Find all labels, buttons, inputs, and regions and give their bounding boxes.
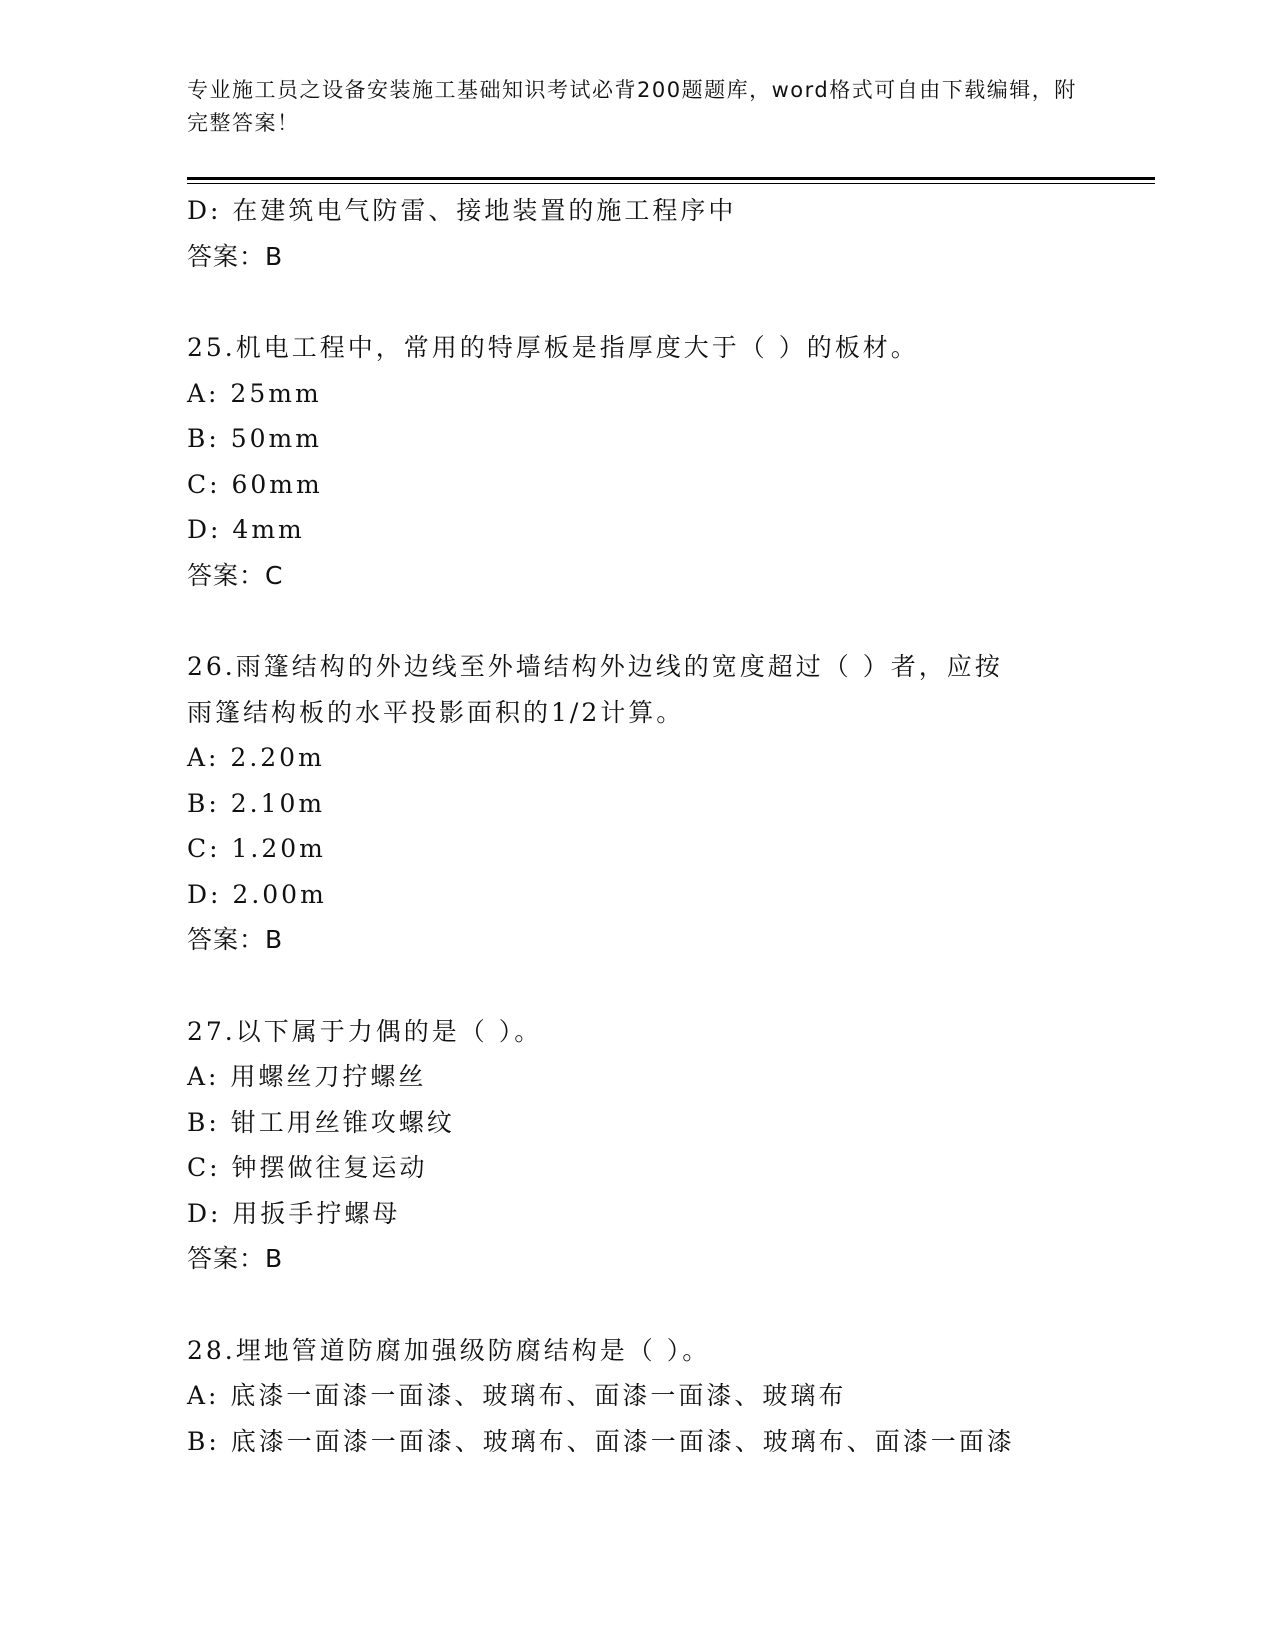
option-c: C: 钟摆做往复运动 <box>187 1153 428 1182</box>
option-b: B: 底漆一面漆一面漆、玻璃布、面漆一面漆、玻璃布、面漆一面漆 <box>187 1426 1015 1456</box>
question-stem: 26.雨篷结构的外边线至外墙结构外边线的宽度超过（ ）者，应按雨篷结构板的水平投影面积的1/2计算。 <box>187 652 1003 727</box>
option-a: A: 底漆一面漆一面漆、玻璃布、面漆一面漆、玻璃布 <box>187 1381 847 1410</box>
option-c: C: 1.20m <box>187 834 326 863</box>
question-26 <box>187 644 1087 963</box>
question-25 <box>187 325 1087 598</box>
answer-line: 答案：C <box>187 560 284 590</box>
question-28 <box>187 1328 1087 1465</box>
option-a: A: 2.20m <box>187 743 325 772</box>
question-stem: 28.埋地管道防腐加强级防腐结构是（ ）。 <box>187 1335 711 1365</box>
option-b: B: 50mm <box>187 424 322 453</box>
option-c: C: 60mm <box>187 469 323 499</box>
option-d: D: 2.00m <box>187 879 327 909</box>
option-a: A: 用螺丝刀拧螺丝 <box>187 1062 427 1091</box>
question-list <box>187 188 1087 1464</box>
answer-line: 答案：B <box>187 241 284 271</box>
question-stem: 25.机电工程中，常用的特厚板是指厚度大于（ ）的板材。 <box>187 333 919 362</box>
previous-question-tail <box>187 188 1087 279</box>
option-b: B: 钳工用丝锥攻螺纹 <box>187 1107 455 1137</box>
question-stem: 27.以下属于力偶的是（ ）。 <box>187 1016 543 1046</box>
option-d: D: 用扳手拧螺母 <box>187 1198 401 1228</box>
answer-line: 答案：B <box>187 925 284 954</box>
header-divider-thick <box>187 177 1155 180</box>
option-a: A: 25mm <box>187 378 322 408</box>
header-divider-thin <box>187 183 1155 184</box>
document-header: 专业施工员之设备安装施工基础知识考试必背200题题库，word格式可自由下载编辑，附完整答案！ <box>187 78 1077 135</box>
question-27 <box>187 1009 1087 1282</box>
option-b: B: 2.10m <box>187 788 326 818</box>
option-d: D: 4mm <box>187 515 305 544</box>
answer-line: 答案：B <box>187 1244 284 1273</box>
option-d: D: 在建筑电气防雷、接地装置的施工程序中 <box>187 196 737 225</box>
